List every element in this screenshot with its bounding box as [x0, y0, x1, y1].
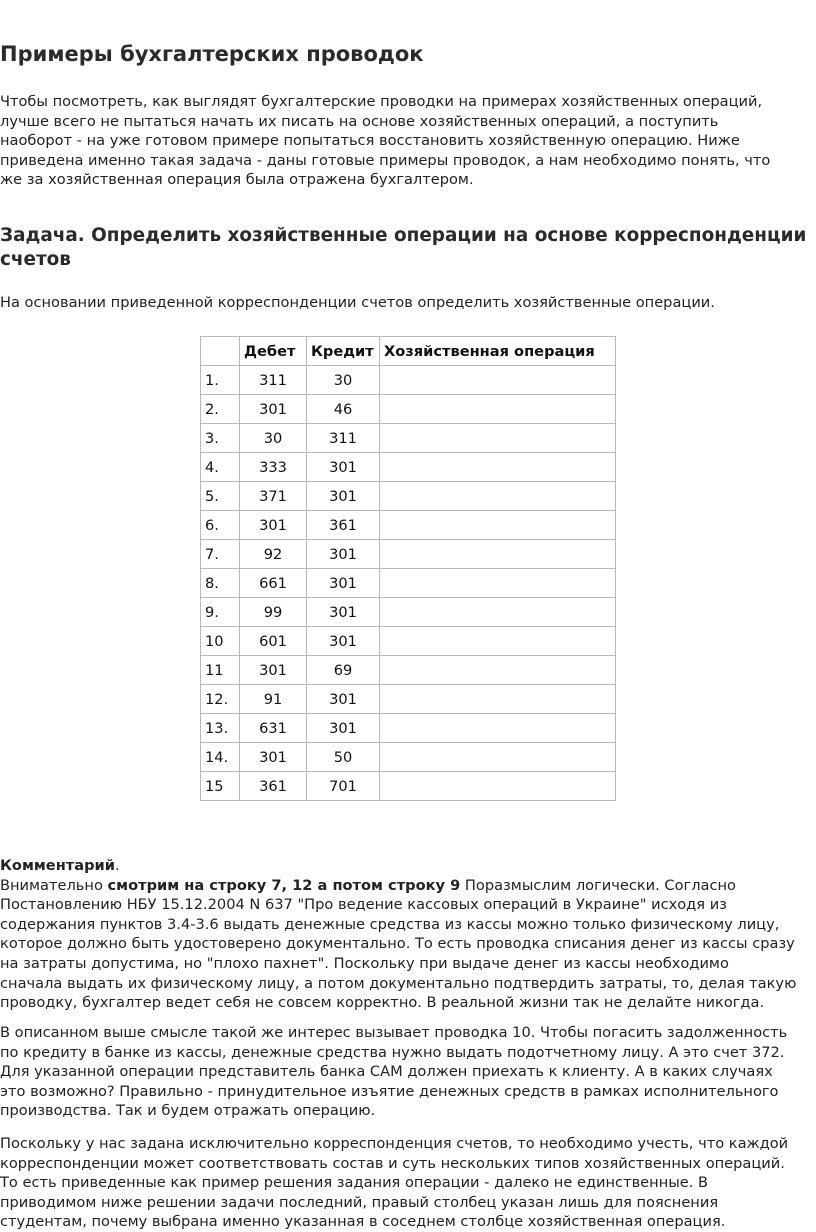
comment-label: Комментарий — [0, 857, 115, 874]
paragraph-three — [0, 1134, 788, 1232]
table-row — [201, 627, 616, 656]
table-row — [201, 482, 616, 511]
header-num — [201, 337, 240, 366]
header-credit: Кредит — [307, 337, 380, 366]
row-credit: 301 — [307, 714, 380, 743]
comment-line: которое должно быть удостоверено документально. То есть проводка списания денег из кассы сразу — [0, 935, 795, 953]
row-operation — [380, 453, 616, 482]
comment-label-line — [0, 856, 796, 876]
row-debit: 301 — [240, 656, 307, 685]
paragraph-line: корреспонденции может соответствовать состав и суть нескольких типов хозяйственных операций. — [0, 1154, 785, 1172]
row-debit: 99 — [240, 598, 307, 627]
paragraph-line: В описанном выше смысле такой же интерес вызывает проводка 10. Чтобы погасить задолженность — [0, 1024, 788, 1041]
row-debit: 301 — [240, 395, 307, 424]
row-operation — [380, 395, 616, 424]
row-operation — [380, 627, 616, 656]
row-credit: 46 — [307, 395, 380, 424]
intro-line: приведена именно такая задача - даны готовые примеры проводок, а нам необходимо понять, что — [0, 151, 771, 169]
row-num: 10 — [201, 627, 240, 656]
comment-line: содержания пунктов 3.4-3.6 выдать денежные средства из кассы можно только физическому лицу, — [0, 915, 780, 933]
row-debit: 333 — [240, 453, 307, 482]
row-num: 15 — [201, 772, 240, 801]
row-num: 11 — [201, 656, 240, 685]
row-num: 4. — [201, 453, 240, 482]
row-credit: 30 — [307, 366, 380, 395]
table-row — [201, 511, 616, 540]
row-credit: 301 — [307, 569, 380, 598]
row-operation — [380, 743, 616, 772]
comment-line: Постановлению НБУ 15.12.2004 N 637 "Про ведение кассовых операций в Украине" исходя из — [0, 896, 727, 914]
intro-line: Чтобы посмотреть, как выглядят бухгалтерские проводки на примерах хозяйственных операций, — [0, 93, 763, 110]
row-operation — [380, 366, 616, 395]
table-row — [201, 540, 616, 569]
row-credit: 50 — [307, 743, 380, 772]
comment-paragraph — [0, 856, 796, 1013]
row-num: 13. — [201, 714, 240, 743]
row-operation — [380, 569, 616, 598]
row-debit: 91 — [240, 685, 307, 714]
row-credit: 69 — [307, 656, 380, 685]
paragraph-line: То есть приведенные как пример решения задания операции - далеко не единственные. В — [0, 1174, 709, 1192]
row-debit: 361 — [240, 772, 307, 801]
comment-line: проводку, бухгалтер ведет себя не совсем корректно. В реальной жизни так не делайте никогда. — [0, 994, 765, 1012]
row-operation — [380, 714, 616, 743]
header-debit: Дебет — [240, 337, 307, 366]
row-debit: 301 — [240, 511, 307, 540]
row-num: 7. — [201, 540, 240, 569]
row-num: 6. — [201, 511, 240, 540]
row-debit: 601 — [240, 627, 307, 656]
comment-line1-bold: смотрим на строку 7, 12 а потом строку 9 — [107, 876, 461, 894]
comment-line: на затраты допустима, но "плохо пахнет". Поскольку при выдаче денег из кассы необходимо — [0, 954, 729, 972]
row-num: 14. — [201, 743, 240, 772]
table-row — [201, 453, 616, 482]
row-operation — [380, 772, 616, 801]
row-credit: 301 — [307, 598, 380, 627]
row-operation — [380, 598, 616, 627]
row-credit: 701 — [307, 772, 380, 801]
table-row — [201, 424, 616, 453]
header-operation: Хозяйственная операция — [380, 337, 616, 366]
table-row — [201, 772, 616, 801]
row-operation — [380, 685, 616, 714]
row-operation — [380, 511, 616, 540]
intro-line: же за хозяйственная операция была отражена бухгалтером. — [0, 171, 474, 189]
table-header-row — [201, 337, 616, 366]
paragraph-line: производства. Так и будем отражать операцию. — [0, 1102, 376, 1120]
paragraph-two — [0, 1023, 787, 1121]
row-debit: 631 — [240, 714, 307, 743]
task-text-line: На основании приведенной корреспонденции счетов определить хозяйственные операции. — [0, 294, 715, 311]
task-heading-line: счетов — [0, 249, 71, 270]
row-credit: 301 — [307, 540, 380, 569]
task-text — [0, 293, 715, 313]
row-num: 3. — [201, 424, 240, 453]
row-num: 1. — [201, 366, 240, 395]
table-row — [201, 395, 616, 424]
paragraph-line: студентам, почему выбрана именно указанная в соседнем столбце хозяйственная операция. — [0, 1213, 726, 1231]
task-heading — [0, 224, 806, 272]
row-operation — [380, 656, 616, 685]
intro-paragraph — [0, 92, 770, 190]
table-row — [201, 656, 616, 685]
row-credit: 301 — [307, 453, 380, 482]
row-operation — [380, 482, 616, 511]
task-heading-line: Задача. Определить хозяйственные операции на основе корреспонденции — [0, 225, 807, 246]
intro-line: наоборот - на уже готовом примере попытаться восстановить хозяйственную операцию. Ниже — [0, 132, 740, 150]
row-num: 9. — [201, 598, 240, 627]
row-num: 12. — [201, 685, 240, 714]
page-title: Примеры бухгалтерских проводок — [0, 42, 424, 66]
comment-line: сначала выдать их физическому лицу, а потом документально подтвердить затраты, то, делая такую — [0, 974, 797, 992]
comment-label-period: . — [115, 857, 120, 874]
row-debit: 92 — [240, 540, 307, 569]
row-credit: 301 — [307, 627, 380, 656]
paragraph-line: приводимом ниже решении задачи последний, правый столбец указан лишь для пояснения — [0, 1193, 719, 1211]
table-row — [201, 598, 616, 627]
row-debit: 661 — [240, 569, 307, 598]
row-credit: 311 — [307, 424, 380, 453]
row-debit: 301 — [240, 743, 307, 772]
row-debit: 30 — [240, 424, 307, 453]
paragraph-line: Поскольку у нас задана исключительно корреспонденция счетов, то необходимо учесть, что каждой — [0, 1135, 789, 1152]
comment-line1-pre: Внимательно — [0, 876, 108, 894]
row-credit: 301 — [307, 685, 380, 714]
row-num: 2. — [201, 395, 240, 424]
row-operation — [380, 540, 616, 569]
row-credit: 361 — [307, 511, 380, 540]
row-debit: 371 — [240, 482, 307, 511]
row-credit: 301 — [307, 482, 380, 511]
comment-line1-post: Поразмыслим логически. Согласно — [460, 876, 736, 894]
table-row — [201, 714, 616, 743]
paragraph-line: Для указанной операции представитель банка САМ должен приехать к клиенту. А в каких случаях — [0, 1063, 773, 1081]
row-debit: 311 — [240, 366, 307, 395]
comment-line — [0, 876, 796, 896]
paragraph-line: это возможно? Правильно - принудительное изъятие денежных средств в рамках исполнительного — [0, 1082, 779, 1100]
row-operation — [380, 424, 616, 453]
table-row — [201, 569, 616, 598]
table-row — [201, 366, 616, 395]
intro-line: лучше всего не пытаться начать их писать на основе хозяйственных операций, а поступить — [0, 112, 719, 130]
paragraph-line: по кредиту в банке из кассы, денежные средства нужно выдать подотчетному лицу. А это счет 372. — [0, 1043, 785, 1061]
row-num: 5. — [201, 482, 240, 511]
row-num: 8. — [201, 569, 240, 598]
table-row — [201, 685, 616, 714]
table-row — [201, 743, 616, 772]
ledger-table — [200, 336, 616, 801]
